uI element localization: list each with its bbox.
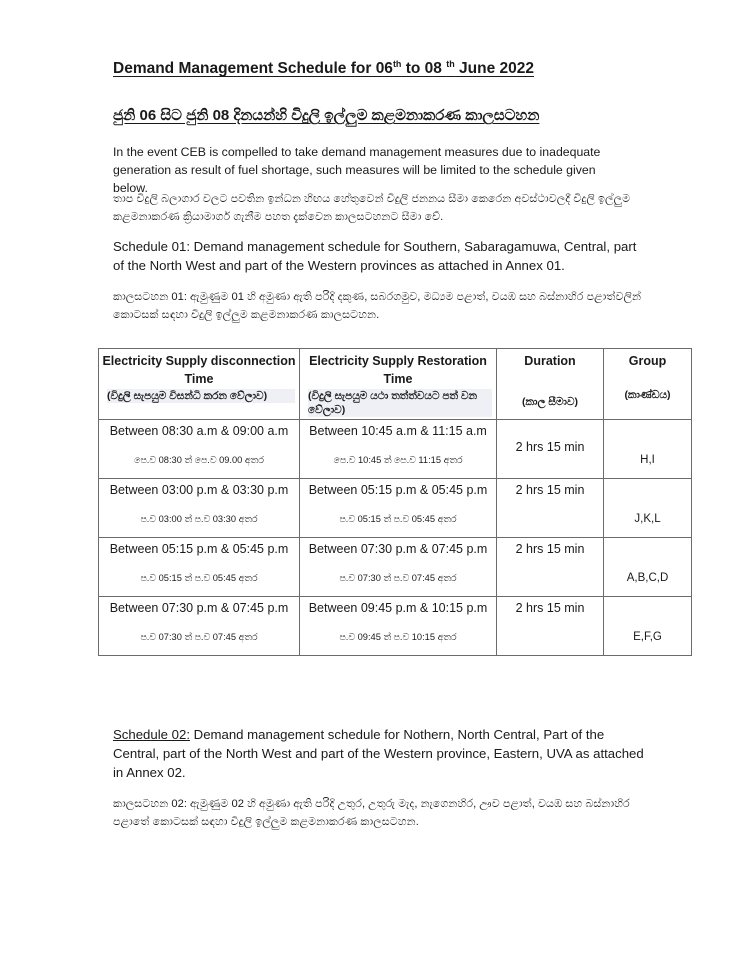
disconnection-time: Between 07:30 p.m & 07:45 p.m ප.ව 07:30 ත් ප.ව 07:45 අතර [99,597,300,656]
table-row [99,597,692,656]
sinhala-title: ජුනි 06 සිට ජුනි 08 දිනයන්හි විදුලි ඉල්ලුම කළමනාකරණ කාලසටහන [113,107,540,124]
table-row [99,420,692,479]
restoration-time: Between 10:45 a.m & 11:15 a.m පෙ.ව 10:45 ත් පෙ.ව 11:15 අතර [300,420,497,479]
schedule2-sinhala: කාලසටහන 02: ඇමුණුම 02 හි අමුණා ඇති පරිදි උතුර, උතුරු මැද, නැගෙනහිර, ඌව පළාත්, වයඹ සහ බස්නාහිර පළාතේ කොටසක් සඳහා විදුලි ඉල්ලුම කළමනාකරණ කාලසටහන. [113,798,630,828]
header-restoration: Electricity Supply Restoration Time (විදුලි සැපයුම යථා තත්ත්වයට පත් වන වේලාව) [300,349,497,420]
restoration-time: Between 09:45 p.m & 10:15 p.m ප.ව 09:45 ත් ප.ව 10:15 අතර [300,597,497,656]
schedule2-english: Schedule 02: Demand management schedule for Nothern, North Central, Part of the Central, part of the North West and part of the Western province, Eastern, UVA as attached in Annex 02. [113,727,644,780]
header-disconnection: Electricity Supply disconnection Time (විදුලි සැපයුම විසන්ධි කරන වේලාව) [99,349,300,420]
duration-cell: 2 hrs 15 min [497,420,604,479]
header-group: Group (කාණ්ඩය) [604,349,692,420]
disconnection-time: Between 08:30 a.m & 09:00 a.m පෙ.ව 08:30 ත් පෙ.ව 09.00 අතර [99,420,300,479]
table-row [99,479,692,538]
schedule2-label: Schedule 02: [113,727,190,742]
disconnection-time: Between 03:00 p.m & 03:30 p.m ප.ව 03:00 ත් ප.ව 03:30 අතර [99,479,300,538]
header-duration: Duration (කාල සීමාව) [497,349,604,420]
table-header-row [99,349,692,420]
duration-cell: 2 hrs 15 min [497,597,604,656]
document-title: Demand Management Schedule for 06th to 08 $^{th}$ June 2022 [113,58,535,77]
group-cell: A,B,C,D [604,538,692,597]
duration-cell: 2 hrs 15 min [497,538,604,597]
group-cell: E,F,G [604,597,692,656]
duration-cell: 2 hrs 15 min [497,479,604,538]
table-row [99,538,692,597]
restoration-time: Between 07:30 p.m & 07:45 p.m ප.ව 07:30 ත් ප.ව 07:45 අතර [300,538,497,597]
disconnection-time: Between 05:15 p.m & 05:45 p.m ප.ව 05:15 ත් ප.ව 05:45 අතර [99,538,300,597]
schedule1-english: Schedule 01: Demand management schedule for Southern, Sabaragamuwa, Central, part of the North West and part of the Western provinces as attached in Annex 01. [113,239,637,273]
intro-sinhala: තාප විදුලි බලාගාර වලට පවතින ඉන්ධන හිඟය හේතුවෙන් විදුලි ජනනය සීමා කෙරෙන අවස්ථාවලදී විදුලි ඉල්ලුම කළමනාකරණ ක්‍රියාමාර්ග ගැනීම පහත දැක්වෙන කාලසටහනට සීමා වේ. [113,193,631,223]
group-cell: J,K,L [604,479,692,538]
schedule-table [98,348,692,656]
group-cell: H,I [604,420,692,479]
restoration-time: Between 05:15 p.m & 05:45 p.m ප.ව 05:15 ත් ප.ව 05:45 අතර [300,479,497,538]
intro-english: In the event CEB is compelled to take demand management measures due to inadequate generation as result of fuel shortage, such measures will be limited to the schedule given below. [113,145,601,195]
schedule1-sinhala: කාලසටහන 01: ඇමුණුම 01 හි අමුණා ඇති පරිදි දකුණ, සබරගමුව, මධ්‍යම පළාත්, වයඹ සහ බස්නාහිර පළාත්වලින් කොටසක් සඳහා විදුලි ඉල්ලුම කළමනාකරණ කාලසටහන. [113,291,642,321]
